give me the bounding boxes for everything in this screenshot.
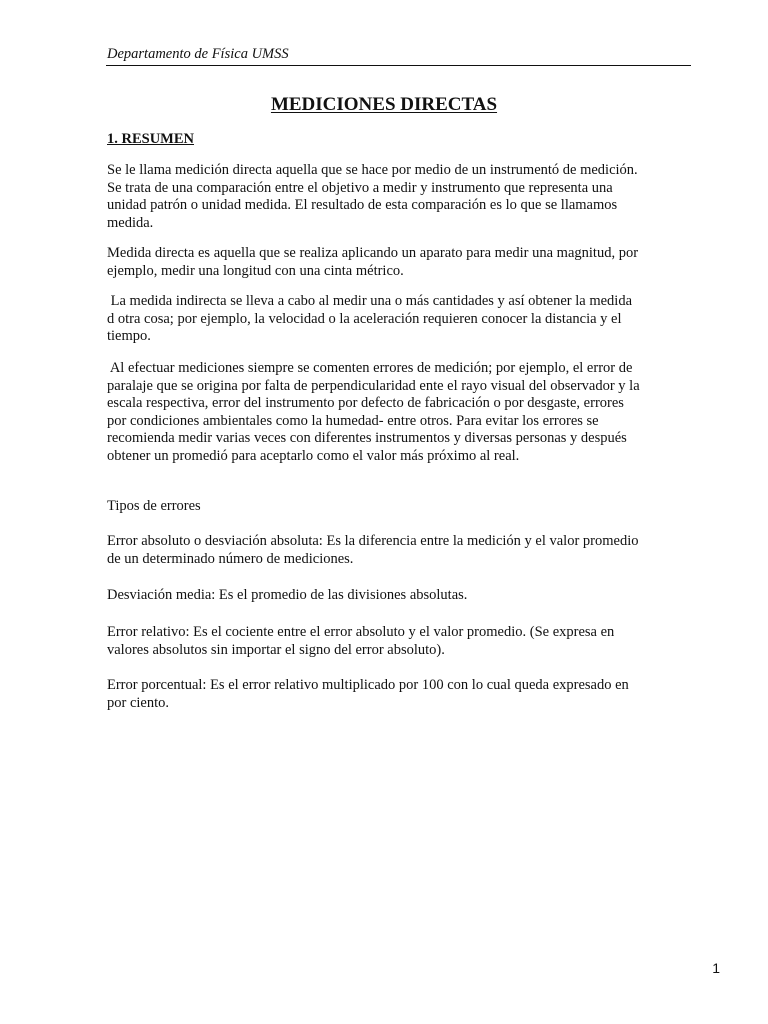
text-line: por ciento.	[107, 694, 170, 711]
text-line: de un determinado número de mediciones.	[107, 550, 354, 567]
section-heading: 1. RESUMEN	[107, 131, 195, 147]
text-line: por condiciones ambientales como la humedad- entre otros. Para evitar los errores se	[107, 412, 599, 429]
text-line: obtener un promedió para aceptarlo como el valor más próximo al real.	[107, 447, 520, 464]
text-line: unidad patrón o unidad medida. El resultado de esta comparación es lo que se llamamos	[107, 197, 618, 213]
text-line: Error porcentual: Es el error relativo multiplicado por 100 con lo cual queda expresado en	[107, 677, 629, 693]
text-line: La medida indirecta se lleva a cabo al medir una o más cantidades y así obtener la medida	[107, 293, 633, 309]
paragraph-measurement-errors	[107, 360, 663, 465]
text-line: Error relativo: Es el cociente entre el error absoluto y el valor promedio. (Se expresa en	[107, 624, 615, 640]
text-line: medida.	[107, 214, 154, 231]
header-divider	[106, 65, 691, 66]
text-line: Desviación media: Es el promedio de las divisiones absolutas.	[107, 587, 468, 603]
paragraph-percentage-error	[107, 677, 663, 712]
running-header: Departamento de Física UMSS	[107, 46, 289, 62]
text-line: valores absolutos sin importar el signo del error absoluto).	[107, 641, 445, 658]
text-line: tiempo.	[107, 328, 151, 344]
paragraph-direct-measure	[107, 245, 663, 280]
text-line: recomienda medir varias veces con diferentes instrumentos y diversas personas y después	[107, 430, 627, 446]
text-line: ejemplo, medir una longitud con una cinta métrico.	[107, 262, 404, 279]
text-line: Al efectuar mediciones siempre se comenten errores de medición; por ejemplo, el error de	[107, 360, 633, 376]
page-number: 1	[712, 960, 720, 976]
document-title: MEDICIONES DIRECTAS	[270, 94, 498, 115]
paragraph-definition	[107, 162, 663, 232]
text-line: d otra cosa; por ejemplo, la velocidad o la aceleración requieren conocer la distancia y el	[107, 310, 622, 327]
paragraph-mean-deviation	[107, 587, 663, 605]
paragraph-indirect-measure	[107, 293, 663, 346]
text-line: escala respectiva, error del instrumento por defecto de fabricación o por desgaste, errores	[107, 395, 624, 411]
paragraph-absolute-error	[107, 533, 663, 568]
text-line: Se le llama medición directa aquella que se hace por medio de un instrumentó de medición.	[107, 162, 638, 178]
text-line: Error absoluto o desviación absoluta: Es la diferencia entre la medición y el valor promedio	[107, 533, 639, 549]
paragraph-error-types-heading	[107, 498, 663, 516]
text-line: Medida directa es aquella que se realiza aplicando un aparato para medir una magnitud, por	[107, 245, 639, 261]
text-line: paralaje que se origina por falta de perpendicularidad ente el rayo visual del observador y la	[107, 377, 640, 394]
text-line: Se trata de una comparación entre el objetivo a medir y instrumento que representa una	[107, 179, 613, 196]
paragraph-relative-error	[107, 624, 663, 659]
text-line: Tipos de errores	[107, 498, 201, 514]
